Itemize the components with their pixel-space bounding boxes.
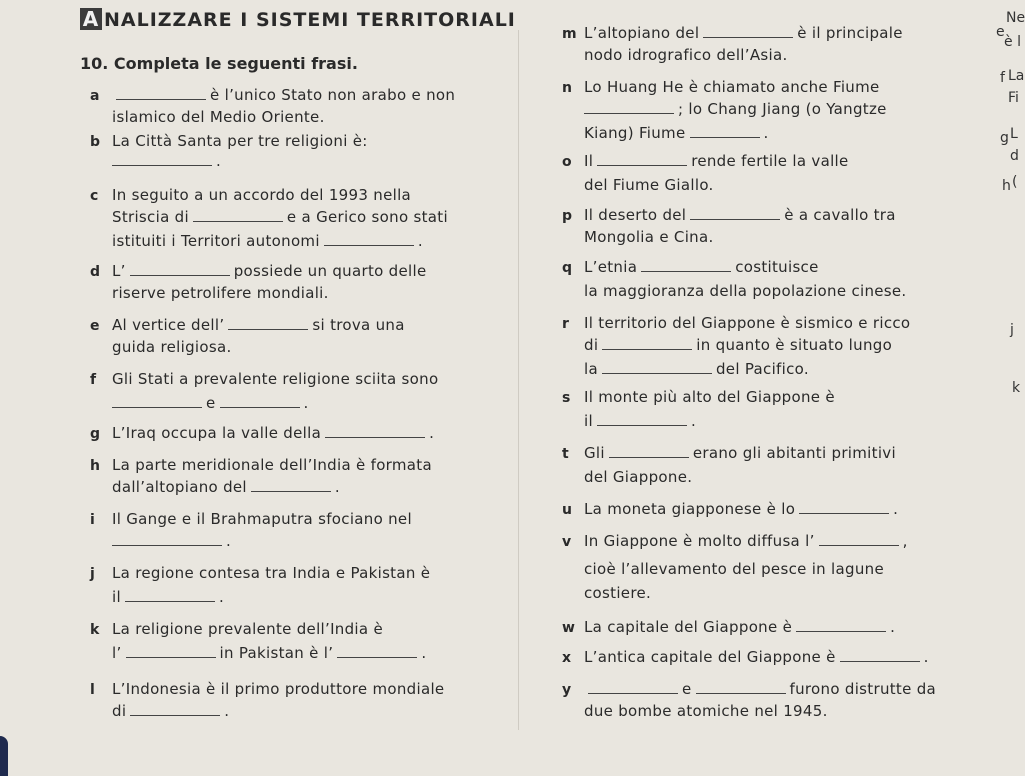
item-text: del Giappone. (584, 468, 693, 486)
item-j (90, 564, 430, 583)
item-text: cioè l’allevamento del pesce in lagune (584, 560, 884, 578)
item-letter: p (562, 208, 573, 224)
item-text: L’ (112, 262, 126, 280)
edge-fragment: j (1010, 322, 1014, 338)
item-l-line2 (112, 702, 229, 720)
item-text: La religione prevalente dell’India è (112, 620, 383, 638)
item-letter: c (90, 188, 99, 204)
item-g (90, 424, 434, 443)
item-letter: o (562, 154, 572, 170)
item-v (562, 532, 908, 551)
item-letter: w (562, 620, 576, 636)
answer-blank[interactable] (228, 317, 308, 330)
edge-fragment: Ne (1006, 10, 1025, 26)
answer-blank[interactable] (126, 645, 216, 658)
item-text: si trova una (312, 316, 405, 334)
answer-blank[interactable] (112, 395, 202, 408)
answer-blank[interactable] (819, 533, 899, 546)
item-text: L’altopiano del (584, 24, 700, 42)
item-e (90, 316, 405, 335)
edge-fragment: k (1012, 380, 1021, 396)
answer-blank[interactable] (193, 209, 283, 222)
item-letter: i (90, 512, 96, 528)
item-letter: m (562, 26, 577, 42)
item-c-line2 (112, 208, 448, 226)
item-text: La capitale del Giappone è (584, 618, 793, 636)
item-text: in Pakistan è l’ (219, 644, 334, 662)
item-x (562, 648, 929, 667)
exercise-instruction (80, 54, 358, 73)
item-text: . (226, 532, 232, 550)
item-text: . (303, 394, 309, 412)
item-t (562, 444, 896, 463)
answer-blank[interactable] (130, 703, 220, 716)
item-letter: e (90, 318, 100, 334)
item-text: guida religiosa. (112, 338, 232, 356)
item-text: nodo idrografico dell’Asia. (584, 46, 788, 64)
edge-fragment: è l (1004, 34, 1021, 50)
item-text: in quanto è situato lungo (696, 336, 893, 354)
answer-blank[interactable] (609, 445, 689, 458)
answer-blank[interactable] (130, 263, 230, 276)
exercise-text: Completa le seguenti frasi. (113, 54, 358, 73)
item-text: . (421, 644, 427, 662)
answer-blank[interactable] (602, 361, 712, 374)
answer-blank[interactable] (325, 425, 425, 438)
answer-blank[interactable] (220, 395, 300, 408)
exercise-number: 10. (80, 54, 109, 73)
item-letter: h (90, 458, 101, 474)
item-text: costituisce (735, 258, 819, 276)
item-text: la (584, 360, 598, 378)
item-h-line2 (112, 478, 340, 496)
item-o (562, 152, 849, 171)
item-text: è il principale (797, 24, 903, 42)
item-letter: r (562, 316, 570, 332)
heading-box-letter: A (80, 8, 102, 30)
item-t-line2 (584, 468, 692, 486)
item-text: e (206, 394, 216, 412)
item-c (90, 186, 411, 205)
edge-fragment: e (996, 24, 1005, 40)
item-j-line2 (112, 588, 224, 606)
section-heading (80, 8, 516, 31)
answer-blank[interactable] (588, 681, 678, 694)
item-letter: q (562, 260, 573, 276)
item-h (90, 456, 432, 475)
item-b-line2 (108, 152, 221, 170)
item-text: di (112, 702, 127, 720)
item-text: La regione contesa tra India e Pakistan è (112, 564, 431, 582)
item-i-line2 (108, 532, 231, 550)
item-text: di (584, 336, 599, 354)
answer-blank[interactable] (799, 501, 889, 514)
item-text: In seguito a un accordo del 1993 nella (112, 186, 412, 204)
item-text: L’Indonesia è il primo produttore mondiale (112, 680, 445, 698)
item-text: rende fertile la valle (691, 152, 849, 170)
answer-blank[interactable] (112, 533, 222, 546)
answer-blank[interactable] (584, 101, 674, 114)
item-text: Il (584, 152, 594, 170)
edge-fragment: g (1000, 130, 1009, 146)
item-text: Il monte più alto del Giappone è (584, 388, 835, 406)
item-text: Il deserto del (584, 206, 687, 224)
edge-fragment: La (1008, 68, 1025, 84)
heading-title: NALIZZARE I SISTEMI TERRITORIALI (104, 9, 516, 31)
item-text: ; lo Chang Jiang (o Yangtze (678, 100, 887, 118)
edge-fragment: h (1002, 178, 1011, 194)
item-text: e (682, 680, 692, 698)
item-text: e a Gerico sono stati (286, 208, 448, 226)
item-u (562, 500, 898, 519)
item-text: Kiang) Fiume (584, 124, 686, 142)
item-letter: s (562, 390, 571, 406)
item-text: . (218, 588, 225, 606)
item-o-line2 (584, 176, 714, 194)
item-text: il (112, 588, 121, 606)
item-text: La moneta giapponese è lo (584, 500, 796, 518)
item-text: è l’unico Stato non arabo e non (210, 86, 456, 104)
item-n-line2 (580, 100, 887, 118)
item-text: Mongolia e Cina. (584, 228, 714, 246)
item-text: . (224, 702, 230, 720)
item-a-line2 (112, 108, 325, 126)
item-text: . (893, 500, 899, 518)
item-q (562, 258, 819, 277)
item-text: . (417, 232, 423, 250)
item-text: due bombe atomiche nel 1945. (584, 702, 828, 720)
item-text: L’Iraq occupa la valle della (112, 424, 322, 442)
item-i (90, 510, 412, 529)
item-text: La parte meridionale dell’India è formata (112, 456, 432, 474)
item-e-line2 (112, 338, 232, 356)
answer-blank[interactable] (602, 337, 692, 350)
item-f-line2 (108, 394, 309, 412)
answer-blank[interactable] (597, 153, 687, 166)
item-m (562, 24, 903, 43)
item-text: In Giappone è molto diffusa l’ (584, 532, 815, 550)
item-text: , (902, 532, 908, 550)
answer-blank[interactable] (125, 589, 215, 602)
item-a (90, 86, 455, 105)
item-text: Gli (584, 444, 605, 462)
item-text: erano gli abitanti primitivi (692, 444, 896, 462)
item-n-line3 (584, 124, 769, 142)
item-letter: t (562, 446, 569, 462)
item-letter: n (562, 80, 573, 96)
item-text: del Pacifico. (715, 360, 809, 378)
edge-fragment: d (1010, 148, 1019, 164)
item-letter: y (562, 682, 572, 698)
item-text: la maggioranza della popolazione cinese. (584, 282, 907, 300)
answer-blank[interactable] (112, 153, 212, 166)
item-text: riserve petrolifere mondiali. (112, 284, 329, 302)
answer-blank[interactable] (840, 649, 920, 662)
item-text: costiere. (584, 584, 652, 602)
item-text: possiede un quarto delle (233, 262, 427, 280)
item-text: Il Gange e il Brahmaputra sfociano nel (112, 510, 412, 528)
item-text: furono distrutte da (789, 680, 937, 698)
item-l (90, 680, 444, 699)
item-text: Al vertice dell’ (112, 316, 225, 334)
item-text: dall’altopiano del (112, 478, 247, 496)
item-text: del Fiume Giallo. (584, 176, 714, 194)
item-letter: b (90, 134, 101, 150)
item-b (90, 132, 368, 151)
item-r-line2 (584, 336, 892, 354)
edge-fragment: f (1000, 70, 1005, 86)
item-r (562, 314, 910, 333)
column-divider (518, 30, 519, 730)
answer-blank[interactable] (703, 25, 793, 38)
item-text: . (890, 618, 896, 636)
item-r-line3 (584, 360, 809, 378)
answer-blank[interactable] (641, 259, 731, 272)
item-text: Gli Stati a prevalente religione sciita sono (112, 370, 439, 388)
item-s (562, 388, 835, 407)
item-letter: u (562, 502, 573, 518)
item-w (562, 618, 895, 637)
item-text: è a cavallo tra (784, 206, 896, 224)
item-letter: k (90, 622, 100, 638)
item-text: . (216, 152, 222, 170)
item-m-line2 (584, 46, 788, 64)
item-text: La Città Santa per tre religioni è: (112, 132, 368, 150)
item-k-line2 (112, 644, 426, 662)
item-d (90, 262, 427, 281)
item-text: islamico del Medio Oriente. (112, 108, 325, 126)
item-y (562, 680, 936, 699)
item-letter: l (90, 682, 96, 698)
item-text: . (334, 478, 340, 496)
item-text: istituiti i Territori autonomi (112, 232, 320, 250)
item-letter: v (562, 534, 572, 550)
answer-blank[interactable] (116, 87, 206, 100)
item-text: L’etnia (584, 258, 638, 276)
item-p (562, 206, 896, 225)
answer-blank[interactable] (597, 413, 687, 426)
edge-fragment: ( (1012, 174, 1018, 190)
item-y-line2 (584, 702, 828, 720)
answer-blank[interactable] (696, 681, 786, 694)
item-text: Il territorio del Giappone è sismico e ricco (584, 314, 911, 332)
item-p-line2 (584, 228, 714, 246)
item-f (90, 370, 438, 389)
answer-blank[interactable] (324, 233, 414, 246)
item-text: Lo Huang He è chiamato anche Fiume (584, 78, 880, 96)
item-text: . (429, 424, 435, 442)
item-text: . (923, 648, 929, 666)
edge-fragment: Fi (1008, 90, 1019, 106)
answer-blank[interactable] (690, 207, 780, 220)
item-text: il (584, 412, 593, 430)
item-letter: d (90, 264, 101, 280)
item-letter: f (90, 372, 97, 388)
item-letter: x (562, 650, 572, 666)
edge-fragment: L (1010, 126, 1018, 142)
item-text: Striscia di (112, 208, 189, 226)
item-text: l’ (112, 644, 122, 662)
item-s-line2 (584, 412, 696, 430)
item-letter: j (90, 566, 96, 582)
answer-blank[interactable] (337, 645, 417, 658)
item-text: L’antica capitale del Giappone è (584, 648, 836, 666)
answer-blank[interactable] (796, 619, 886, 632)
item-q-line2 (584, 282, 907, 300)
item-v-line2 (584, 560, 884, 578)
item-text: . (690, 412, 697, 430)
page-corner-tab (0, 736, 8, 776)
item-n (562, 78, 880, 97)
answer-blank[interactable] (251, 479, 331, 492)
item-letter: g (90, 426, 101, 442)
item-text: . (763, 124, 769, 142)
item-letter: a (90, 88, 100, 104)
item-k (90, 620, 383, 639)
answer-blank[interactable] (690, 125, 760, 138)
item-c-line3 (112, 232, 423, 250)
item-d-line2 (112, 284, 329, 302)
item-v-line3 (584, 584, 651, 602)
